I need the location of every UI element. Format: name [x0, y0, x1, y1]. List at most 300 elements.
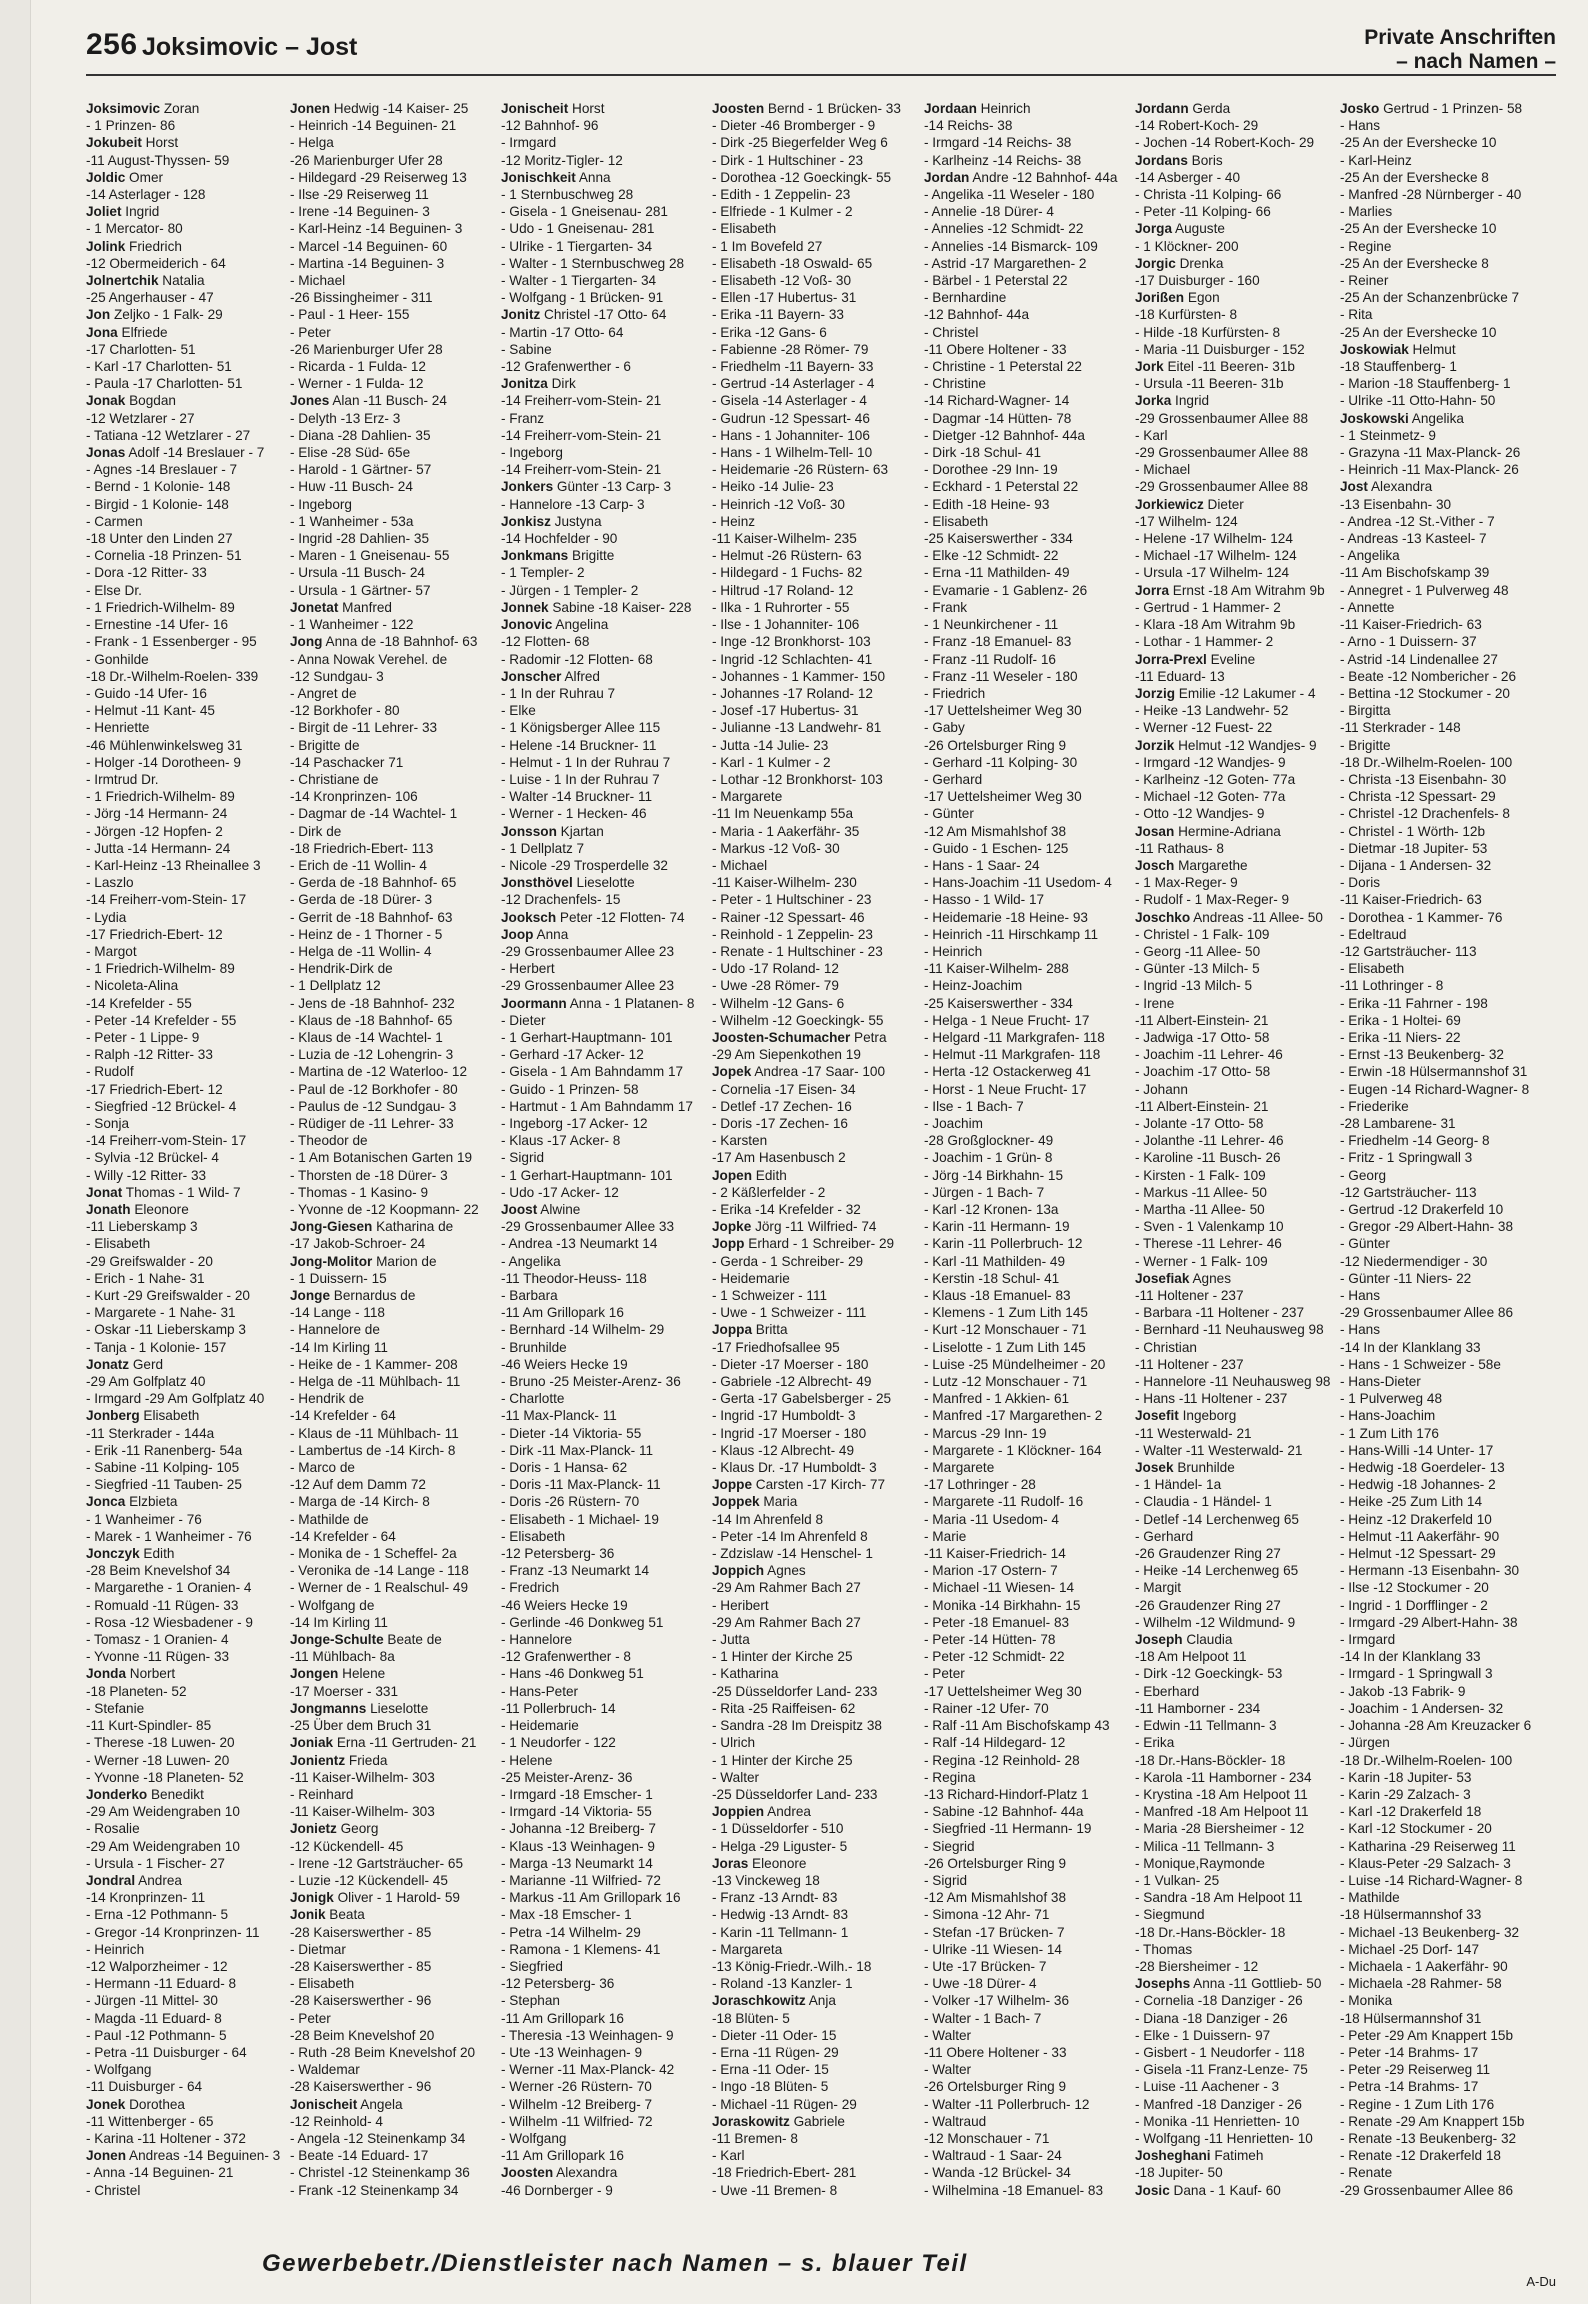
listing-entry: - Sonja: [86, 1115, 130, 1131]
listing-entry: -18 Hülsermannshof 31: [1340, 2010, 1482, 2026]
listing-entry: -29 Grossenbaumer Allee 88: [1135, 410, 1309, 426]
listing-entry: - Marianne -11 Wilfried- 72: [501, 1872, 661, 1888]
listing-entry: -11 Sterkrader - 148: [1340, 720, 1461, 736]
listing-entry: - Elisabeth: [1340, 961, 1405, 977]
listing-entry: - Klara -18 Am Witrahm 9b: [1135, 617, 1296, 633]
listing-entry: - Peter -29 Reiserweg 11: [1340, 2062, 1491, 2078]
listing-entry: - Klaus -17 Acker- 8: [501, 1133, 621, 1149]
listing-entry: - 1 Prinzen- 86: [86, 118, 176, 134]
listing-entry: - Werner -26 Rüstern- 70: [501, 2079, 652, 2095]
listing-entry: - Ingrid -13 Milch- 5: [1135, 978, 1253, 994]
listing-entry: -17 Charlotten- 51: [86, 341, 196, 357]
listing-entry: - Christine - 1 Peterstal 22: [924, 359, 1082, 375]
listing-entry: - Heidemarie: [712, 1270, 790, 1286]
listing-entry: - Arno - 1 Duissern- 37: [1340, 634, 1477, 650]
listing-entry: - Martina de -12 Waterloo- 12: [290, 1064, 468, 1080]
listing-entry: - Monika -14 Birkhahn- 15: [924, 1597, 1081, 1613]
listing-entry: - Klemens - 1 Zum Lith 145: [924, 1305, 1088, 1321]
listing-entry: -14 Reichs- 38: [924, 118, 1013, 134]
listing-entry: - 1 Friedrich-Wilhelm- 89: [86, 789, 235, 805]
listing-entry: -11 Am Grillopark 16: [501, 2010, 624, 2026]
listing-entry: - Fredrich: [501, 1580, 560, 1596]
listing-entry: - Dagmar de -14 Wachtel- 1: [290, 806, 458, 822]
listing-entry: - Irmgard -18 Emscher- 1: [501, 1786, 653, 1802]
listing-entry: Joppien Andrea: [712, 1804, 811, 1820]
listing-entry: - Peter -14 Brahms- 17: [1340, 2044, 1479, 2060]
listing-entry: Jorga Auguste: [1135, 221, 1225, 237]
listing-entry: Jonietz Georg: [290, 1821, 379, 1837]
listing-entry: -28 Kaiserswerther - 85: [290, 1924, 432, 1940]
listing-entry: -14 Freiherr-vom-Stein- 21: [501, 393, 662, 409]
listing-entry: Josan Hermine-Adriana: [1135, 823, 1281, 839]
listing-entry: Jonitza Dirk: [501, 376, 576, 392]
listing-entry: - Karl-Heinz: [1340, 152, 1412, 168]
listing-entry: - Johann: [1135, 1081, 1188, 1097]
listing-entry: Jorkiewicz Dieter: [1135, 496, 1244, 512]
listing-entry: Jonath Eleonore: [86, 1202, 189, 1217]
listing-entry: - Gerlinde -46 Donkweg 51: [501, 1614, 664, 1630]
listing-entry: - Ingrid -28 Dahlien- 35: [290, 531, 430, 547]
listing-entry: -25 Kaiserswerther - 334: [924, 531, 1073, 547]
listing-entry: -14 Im Kirling 11: [290, 1614, 388, 1630]
listing-entry: -29 Greifswalder - 20: [86, 1253, 213, 1269]
listing-entry: -29 Am Rahmer Bach 27: [712, 1614, 861, 1630]
listing-entry: Joras Eleonore: [712, 1855, 807, 1871]
listing-entry: -46 Weiers Hecke 19: [501, 1597, 628, 1613]
listing-entry: - Markus -12 Voß- 30: [712, 840, 840, 856]
listing-entry: - Renate - 1 Hultschiner - 23: [712, 943, 883, 959]
listing-entry: - Marek - 1 Wanheimer - 76: [86, 1528, 252, 1544]
listing-entry: -12 Grafenwerther - 8: [501, 1649, 631, 1665]
listing-entry: -25 Angerhauser - 47: [86, 290, 214, 306]
listing-entry: - Erna -11 Rügen- 29: [712, 2044, 839, 2060]
listing-entry: - Erna -11 Mathilden- 49: [924, 565, 1070, 581]
listing-entry: [86, 2199, 304, 2200]
listing-entry: - 1 Friedrich-Wilhelm- 89: [86, 599, 235, 615]
listing-entry: - Bruno -25 Meister-Arenz- 36: [501, 1374, 681, 1390]
listing-entry: - Johannes -17 Roland- 12: [712, 685, 873, 701]
listing-entry: - Heike -13 Landwehr- 52: [1135, 703, 1289, 719]
listing-entry: - Sandra -18 Am Helpoot 11: [1135, 1890, 1303, 1906]
listing-entry: - Werner -18 Luwen- 20: [86, 1752, 230, 1768]
listing-entry: - Margit: [1135, 1580, 1182, 1596]
listing-entry: - Stefanie: [86, 1700, 145, 1716]
listing-entry: - Herta -12 Ostackerweg 41: [924, 1064, 1091, 1080]
listing-entry: - Uwe -28 Römer- 79: [712, 978, 839, 994]
listing-entry: -25 An der Evershecke 8: [1340, 169, 1489, 185]
page-header: [0, 0, 1588, 78]
listing-entry: -17 Am Hasenbusch 2: [712, 1150, 846, 1166]
listing-entry: Jonigk Oliver - 1 Harold- 59: [290, 1890, 460, 1906]
listing-entry: - Jörg -14 Hermann- 24: [86, 806, 228, 822]
listing-entry: - Edith - 1 Zeppelin- 23: [712, 187, 851, 203]
listing-entry: - Friederike: [1340, 1098, 1409, 1114]
listing-entry: - Gertrud - 1 Hammer- 2: [1135, 599, 1281, 615]
listing-entry: Jonen Hedwig -14 Kaiser- 25: [290, 101, 469, 116]
listing-entry: - Andrea -12 St.-Vither - 7: [1340, 513, 1495, 529]
listing-entry: - Klaus-Peter -29 Salzach- 3: [1340, 1855, 1511, 1871]
listing-entry: - Jürgen - 1 Templer- 2: [501, 582, 639, 598]
listing-entry: Jona Elfriede: [86, 324, 168, 340]
listing-entry: - Peter - 1 Lippe- 9: [86, 1029, 200, 1045]
listing-entry: Joliet Ingrid: [86, 204, 160, 220]
listing-entry: - Johanna -28 Am Kreuzacker 6: [1340, 1718, 1532, 1734]
listing-entry: - Irmgard -29 Am Golfplatz 40: [86, 1391, 265, 1407]
listing-entry: - Katharina -29 Reiserweg 11: [1340, 1838, 1516, 1854]
listing-entry: -12 Drachenfels- 15: [501, 892, 621, 908]
listing-entry: - Klaus -18 Emanuel- 83: [924, 1288, 1071, 1304]
listing-entry: - Karl - 1 Kulmer - 2: [712, 754, 831, 770]
listing-entry: - Wilhelm -12 Breiberg- 7: [501, 2096, 653, 2112]
listing-entry: - Karl-Heinz -13 Rheinallee 3: [86, 857, 261, 873]
listing-entry: - Nicole -29 Trosperdelle 32: [501, 857, 668, 873]
listing-entry: - Martha -11 Allee- 50: [1135, 1202, 1265, 1217]
listing-entry: - Ilse -12 Stockumer - 20: [1340, 1580, 1489, 1596]
listing-entry: - Rudolf: [86, 1064, 134, 1080]
listing-entry: -11 Lieberskamp 3: [86, 1219, 198, 1235]
listing-entry: - Stephan: [501, 1993, 560, 2009]
listing-entry: - Klaus -12 Albrecht- 49: [712, 1442, 855, 1458]
listing-entry: - Dieter: [501, 1012, 546, 1028]
listing-entry: - Uwe -11 Bremen- 8: [712, 2182, 838, 2198]
listing-entry: -26 Graudenzer Ring 27: [1135, 1546, 1281, 1562]
listing-entry: - Paul -12 Pothmann- 5: [86, 2027, 227, 2043]
listing-entry: Jonscher Alfred: [501, 668, 600, 684]
listing-entry: -28 Beim Knevelshof 20: [290, 2027, 435, 2043]
listing-entry: - Wilhelm -12 Gans- 6: [712, 995, 845, 1011]
listing-entry: - Detlef -17 Zechen- 16: [712, 1098, 852, 1114]
listing-entry: - Dieter -17 Moerser - 180: [712, 1356, 869, 1372]
listing-entry: - Ursula - 1 Gärtner- 57: [290, 582, 431, 598]
listing-entry: -18 Dr.-Wilhelm-Roelen- 100: [1340, 754, 1513, 770]
listing-entry: - Waldemar: [290, 2062, 360, 2078]
section-title-line1: Private Anschriften: [1364, 26, 1556, 49]
listing-entry: - Walter -11 Westerwald- 21: [1135, 1442, 1303, 1458]
listing-entry: - Erna -12 Pothmann- 5: [86, 1907, 229, 1923]
listing-entry: - 1 Klöckner- 200: [1135, 238, 1239, 254]
listing-entry: -29 Grossenbaumer Allee 86: [1340, 1305, 1514, 1321]
listing-entry: - Dorothea - 1 Kammer- 76: [1340, 909, 1503, 925]
listing-entry: - Ralf -14 Hildegard- 12: [924, 1735, 1066, 1751]
listing-entry: -11 Albert-Einstein- 21: [1135, 1098, 1269, 1114]
listing-entry: - Jürgen - 1 Bach- 7: [924, 1184, 1045, 1200]
listing-entry: -13 Vinckeweg 18: [712, 1872, 820, 1888]
listing-entry: - Maren - 1 Gneisenau- 55: [290, 548, 450, 564]
listing-entry: - Ellen -17 Hubertus- 31: [712, 290, 857, 306]
listing-entry: -25 Kaiserswerther - 334: [924, 995, 1073, 1011]
listing-entry: -14 Freiherr-vom-Stein- 21: [501, 427, 662, 443]
listing-entry: - Angelika: [501, 1253, 561, 1269]
listing-entry: Jopen Edith: [712, 1167, 787, 1183]
listing-entry: - Else Dr.: [86, 582, 142, 598]
listing-entry: - Helmut -11 Markgrafen- 118: [924, 1047, 1101, 1063]
listing-entry: [712, 2199, 930, 2200]
listing-entry: - Ramona - 1 Klemens- 41: [501, 1941, 661, 1957]
listing-entry: - Hannelore de: [290, 1322, 380, 1338]
listing-entry: - Radomir -12 Flotten- 68: [501, 651, 653, 667]
listing-entry: - Erika: [1135, 1735, 1175, 1751]
listing-entry: - Heinrich: [924, 943, 983, 959]
listing-entry: Jonas Adolf -14 Breslauer - 7: [86, 445, 265, 461]
listing-entry: Jorzig Emilie -12 Lakumer - 4: [1135, 685, 1316, 701]
listing-entry: - Elisabeth -18 Oswald- 65: [712, 255, 873, 271]
listing-entry: - Ernestine -14 Ufer- 16: [86, 617, 229, 633]
listing-entry: - Hans: [1340, 118, 1381, 134]
listing-entry: - Reinhold - 1 Zeppelin- 23: [712, 926, 873, 942]
listing-entry: -11 Mühlbach- 8a: [290, 1649, 395, 1665]
listing-entry: - Annelie -18 Dürer- 4: [924, 204, 1054, 220]
listing-entry: Jong-Giesen Katharina de: [290, 1219, 454, 1235]
listing-entry: -11 Kaiser-Friedrich- 14: [924, 1546, 1066, 1562]
listing-entry: - Johannes - 1 Kammer- 150: [712, 668, 886, 684]
listing-entry: - Regina -12 Reinhold- 28: [924, 1752, 1080, 1768]
listing-entry: Jordaan Heinrich: [924, 101, 1031, 116]
listing-entry: - Klaus de -11 Mühlbach- 11: [290, 1425, 459, 1441]
listing-entry: - Michaela - 1 Aakerfähr- 90: [1340, 1958, 1508, 1974]
listing-entry: - Diana -18 Danziger - 26: [1135, 2010, 1288, 2026]
listing-entry: - Udo -17 Acker- 12: [501, 1184, 619, 1200]
listing-entry: -11 Kaiser-Wilhelm- 288: [924, 961, 1069, 977]
listing-entry: - Ulrich: [712, 1735, 756, 1751]
listing-entry: Jong-Molitor Marion de: [290, 1253, 437, 1269]
listing-entry: - Bärbel - 1 Peterstal 22: [924, 273, 1068, 289]
listing-entry: - Irmgard -14 Viktoria- 55: [501, 1804, 652, 1820]
listing-entry: - 1 Neudorfer - 122: [501, 1735, 616, 1751]
listing-entry: -29 Grossenbaumer Allee 86: [1340, 2182, 1514, 2198]
listing-entry: -11 Albert-Einstein- 21: [1135, 1012, 1269, 1028]
listing-entry: -12 Auf dem Damm 72: [290, 1477, 426, 1493]
listing-entry: - Angelika -11 Weseler - 180: [924, 187, 1095, 203]
listing-entry: -11 Kaiser-Wilhelm- 303: [290, 1769, 435, 1785]
listing-entry: - Diana -28 Dahlien- 35: [290, 427, 431, 443]
listing-entry: - Cornelia -18 Danziger - 26: [1135, 1993, 1303, 2009]
listing-entry: - Michael -11 Wiesen- 14: [924, 1580, 1075, 1596]
listing-entry: - Martina -14 Beguinen- 3: [290, 255, 445, 271]
listing-entry: -14 Asterlager - 128: [86, 187, 206, 203]
listing-entry: - Heribert: [712, 1597, 769, 1613]
listing-column: [290, 100, 508, 2200]
listing-entry: - Irmgard -14 Reichs- 38: [924, 135, 1072, 151]
listing-entry: - Edeltraud: [1340, 926, 1407, 942]
listing-entry: - Doris -17 Zechen- 16: [712, 1115, 848, 1131]
listing-entry: - Bernhardine: [924, 290, 1007, 306]
listing-entry: -12 Walporzheimer - 12: [86, 1958, 228, 1974]
listing-entry: - Dorothee -29 Inn- 19: [924, 462, 1058, 478]
listing-entry: -25 An der Evershecke 10: [1340, 221, 1497, 237]
listing-entry: [290, 2199, 508, 2200]
listing-entry: - Renate: [1340, 2165, 1393, 2181]
listing-entry: - Peter: [924, 1666, 965, 1682]
listing-entry: - Ursula -11 Busch- 24: [290, 565, 425, 581]
listing-entry: - Gerda - 1 Schreiber- 29: [712, 1253, 864, 1269]
listing-entry: - Regina: [924, 1769, 976, 1785]
listing-entry: Joppe Carsten -17 Kirch- 77: [712, 1477, 886, 1493]
listing-entry: - Walter - 1 Bach- 7: [924, 2010, 1042, 2026]
listing-entry: - 1 Pulverweg 48: [1340, 1391, 1443, 1407]
listing-entry: - Marlies: [1340, 204, 1393, 220]
listing-entry: - Ingeborg -17 Acker- 12: [501, 1115, 648, 1131]
listing-entry: - Karlheinz -12 Goten- 77a: [1135, 771, 1296, 787]
listing-entry: - Hartmut - 1 Am Bahndamm 17: [501, 1098, 693, 1114]
listing-entry: -11 Obere Holtener - 33: [924, 2044, 1067, 2060]
listing-entry: - Karl -12 Stockumer - 20: [1340, 1821, 1492, 1837]
listing-entry: - Jolante -17 Otto- 58: [1135, 1115, 1264, 1131]
listing-entry: - Irene: [1135, 995, 1175, 1011]
listing-entry: -29 Grossenbaumer Allee 88: [1135, 479, 1309, 495]
listing-entry: - Kurt -29 Greifswalder - 20: [86, 1288, 250, 1304]
listing-entry: - Siegfried: [501, 1958, 563, 1974]
listing-entry: - Annette: [1340, 599, 1395, 615]
listing-entry: - Karin -18 Jupiter- 53: [1340, 1769, 1472, 1785]
listing-entry: -11 Am Grillopark 16: [501, 2148, 624, 2164]
listing-entry: -14 Robert-Koch- 29: [1135, 118, 1259, 134]
listing-entry: Jonge Bernardus de: [290, 1288, 416, 1304]
listing-entry: Jorißen Egon: [1135, 290, 1220, 306]
listing-entry: - Karl -17 Charlotten- 51: [86, 359, 232, 375]
listing-entry: - Gerda de -18 Dürer- 3: [290, 892, 433, 908]
listing-entry: - Bernhard -11 Neuhausweg 98: [1135, 1322, 1324, 1338]
listing-entry: - Jochen -14 Robert-Koch- 29: [1135, 135, 1315, 151]
listing-entry: - Tanja - 1 Kolonie- 157: [86, 1339, 227, 1355]
listing-entry: - Karin -11 Pollerbruch- 12: [924, 1236, 1083, 1252]
listing-entry: - 1 Gerhart-Hauptmann- 101: [501, 1029, 673, 1045]
listing-entry: - Gerhard: [1135, 1528, 1194, 1544]
listing-entry: - Hans: [1340, 1322, 1381, 1338]
listing-entry: - Angret de: [290, 685, 357, 701]
listing-entry: - Yvonne de -12 Koopmann- 22: [290, 1202, 479, 1217]
listing-entry: - Rita: [1340, 307, 1373, 323]
listing-entry: - Eckhard - 1 Peterstal 22: [924, 479, 1079, 495]
listing-entry: - Karl-Heinz -14 Beguinen- 3: [290, 221, 463, 237]
listing-entry: - Hans - 1 Johanniter- 106: [712, 427, 870, 443]
listing-entry: - Regine: [1340, 238, 1392, 254]
listing-entry: - Margarete -11 Rudolf- 16: [924, 1494, 1084, 1510]
listing-entry: - Sabine -11 Kolping- 105: [86, 1460, 240, 1476]
listing-entry: - Hildegard - 1 Fuchs- 82: [712, 565, 863, 581]
listing-entry: -11 Sterkrader - 144a: [86, 1425, 215, 1441]
listing-entry: - Annelies -12 Schmidt- 22: [924, 221, 1084, 237]
listing-entry: - Dieter -14 Viktoria- 55: [501, 1425, 642, 1441]
listing-entry: - Hedwig -18 Johannes- 2: [1340, 1477, 1496, 1493]
listing-entry: - Werner - 1 Fulda- 12: [290, 376, 424, 392]
listing-entry: - Ingrid -12 Schlachten- 41: [712, 651, 873, 667]
listing-entry: - Helga de -11 Mühlbach- 11: [290, 1374, 461, 1390]
listing-entry: - Sylvia -12 Brückel- 4: [86, 1150, 219, 1166]
listing-entry: - Ulrike - 1 Tiergarten- 34: [501, 238, 653, 254]
listing-entry: - Irmgard: [501, 135, 557, 151]
listing-entry: - 1 Wanheimer - 122: [290, 617, 414, 633]
listing-entry: - Peter -12 Schmidt- 22: [924, 1649, 1065, 1665]
listing-entry: - Hans - 1 Wilhelm-Tell- 10: [712, 445, 873, 461]
listing-entry: - 1 Wanheimer - 76: [86, 1511, 202, 1527]
listing-entry: -29 Grossenbaumer Allee 33: [501, 1219, 675, 1235]
listing-entry: - 1 Steinmetz- 9: [1340, 427, 1436, 443]
listing-entry: - Heinz-Joachim: [924, 978, 1023, 994]
listing-entry: - Rainer -12 Spessart- 46: [712, 909, 865, 925]
listing-entry: -25 An der Schanzenbrücke 7: [1340, 290, 1520, 306]
listing-entry: - Lothar - 1 Hammer- 2: [1135, 634, 1274, 650]
listing-entry: - Erika -14 Krefelder - 32: [712, 1202, 861, 1217]
listing-entry: - Angelika: [1340, 548, 1400, 564]
listing-entry: -28 Beim Knevelshof 34: [86, 1563, 231, 1579]
listing-entry: - Udo - 1 Gneisenau- 281: [501, 221, 655, 237]
listing-entry: - Christel - 1 Wörth- 12b: [1340, 823, 1486, 839]
listing-entry: - Cornelia -17 Eisen- 34: [712, 1081, 856, 1097]
listing-entry: Joosten-Schumacher Petra: [712, 1029, 887, 1045]
listing-entry: - Milica -11 Tellmann- 3: [1135, 1838, 1275, 1854]
listing-entry: - Petra -14 Wilhelm- 29: [501, 1924, 641, 1940]
listing-entry: - Hilde -18 Kurfürsten- 8: [1135, 324, 1281, 340]
listing-entry: - Jolanthe -11 Lehrer- 46: [1135, 1133, 1284, 1149]
listing-entry: - Michael: [290, 273, 346, 289]
listing-entry: Jonkers Günter -13 Carp- 3: [501, 479, 672, 495]
listing-entry: -28 Biersheimer - 12: [1135, 1958, 1259, 1974]
listing-entry: - Erika -11 Fahrner - 198: [1340, 995, 1488, 1011]
listing-entry: -12 Gartsträucher- 113: [1340, 1184, 1477, 1200]
listing-entry: -17 Moerser - 331: [290, 1683, 399, 1699]
listing-entry: -14 Im Kirling 11: [290, 1339, 388, 1355]
listing-entry: - Margareta: [712, 1941, 783, 1957]
listing-entry: -14 Kronprinzen- 106: [290, 789, 418, 805]
listing-entry: - Werner -11 Max-Planck- 42: [501, 2062, 675, 2078]
listing-entry: - Helgard -11 Markgrafen- 118: [924, 1029, 1105, 1045]
listing-entry: Jolnertchik Natalia: [86, 273, 205, 289]
listing-entry: - Michael: [1135, 462, 1191, 478]
listing-entry: -11 Am Grillopark 16: [501, 1305, 624, 1321]
listing-entry: - Friedrich: [924, 685, 986, 701]
listing-entry: - Hedwig -13 Arndt- 83: [712, 1907, 849, 1923]
listing-entry: -12 Grafenwerther - 6: [501, 359, 631, 375]
listing-entry: -18 Unter den Linden 27: [86, 531, 233, 547]
listing-entry: -29 Grossenbaumer Allee 23: [501, 943, 675, 959]
listing-entry: - Wolfgang - 1 Brücken- 91: [501, 290, 664, 306]
listing-entry: - Klaus Dr. -17 Humboldt- 3: [712, 1460, 877, 1476]
listing-entry: - 1 Neunkirchener - 11: [924, 617, 1059, 633]
listing-entry: - Gisela -11 Franz-Lenze- 75: [1135, 2062, 1308, 2078]
listing-entry: - 1 Königsberger Allee 115: [501, 720, 661, 736]
listing-entry: Joormann Anna - 1 Platanen- 8: [501, 995, 695, 1011]
listing-entry: - Werner - 1 Hecken- 46: [501, 806, 647, 822]
listing-entry: - 1 Düsseldorfer - 510: [712, 1821, 844, 1837]
listing-entry: - Dirk -11 Max-Planck- 11: [501, 1442, 654, 1458]
listing-entry: -14 Krefelder - 64: [290, 1408, 396, 1424]
listing-entry: - Karin -29 Zalzach- 3: [1340, 1786, 1471, 1802]
listing-entry: - Elisabeth: [501, 1528, 566, 1544]
listing-entry: - Manfred -18 Am Helpoot 11: [1135, 1804, 1309, 1820]
listing-entry: - Helene -14 Bruckner- 11: [501, 737, 657, 753]
listing-entry: - Barbara: [501, 1288, 558, 1304]
listing-entry: - Gerda de -18 Bahnhof- 65: [290, 875, 457, 891]
listing-entry: -29 Am Weidengraben 10: [86, 1804, 240, 1820]
listing-entry: -25 An der Evershecke 8: [1340, 255, 1489, 271]
listing-entry: - Maria - 1 Aakerfähr- 35: [712, 823, 860, 839]
listing-entry: - 1 Am Botanischen Garten 19: [290, 1150, 473, 1166]
listing-entry: Joraskowitz Gabriele: [712, 2113, 845, 2129]
listing-entry: - Kerstin -18 Schul- 41: [924, 1270, 1060, 1286]
listing-entry: -12 Gartsträucher- 113: [1340, 943, 1477, 959]
listing-entry: - Klaus de -18 Bahnhof- 65: [290, 1012, 453, 1028]
listing-entry: - Wilhelm -11 Wilfried- 72: [501, 2113, 653, 2129]
listing-entry: -14 Richard-Wagner- 14: [924, 393, 1070, 409]
listing-entry: - Elfriede - 1 Kulmer - 2: [712, 204, 853, 220]
listing-entry: - Erich de -11 Wollin- 4: [290, 857, 427, 873]
listing-entry: - Luzie -12 Kückendell- 45: [290, 1872, 448, 1888]
listing-entry: - Hans: [1340, 1288, 1381, 1304]
listing-entry: Jonetat Manfred: [290, 599, 392, 615]
listing-entry: - Jutta -14 Hermann- 24: [86, 840, 231, 856]
listing-entry: -14 Paschacker 71: [290, 754, 404, 770]
listing-entry: -18 Planeten- 52: [86, 1683, 187, 1699]
